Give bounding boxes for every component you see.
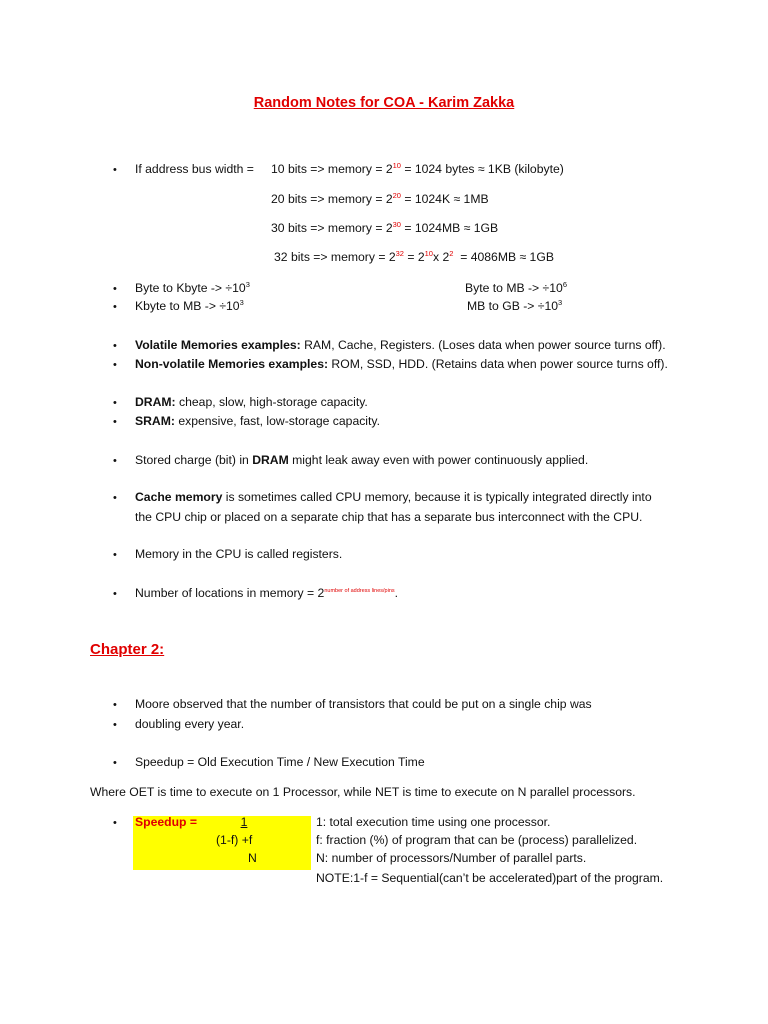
formula-note-sequential: NOTE:1-f = Sequential(can’t be accelerated)part of the program. <box>316 871 664 885</box>
formula-n: N <box>248 851 257 865</box>
bullet: • <box>113 397 117 409</box>
bus-row-32: 32 bits => memory = $2^{32} = 2^{10}x$ $2^2 = 4086MB \approx 1GB$ <box>274 248 554 264</box>
cache-note-line1: Cache memory is sometimes called CPU memory, because it is typically integrated directly into <box>135 490 652 504</box>
unit-byte-kbyte: Byte to Kbyte -> $\div 10^3$ <box>135 279 250 295</box>
bullet: • <box>113 340 117 352</box>
bullet: • <box>113 164 117 176</box>
formula-note-f: f: fraction (%) of program that can be (process) parallelized. <box>316 833 638 847</box>
moore-line2: doubling every year. <box>135 717 245 731</box>
bullet: • <box>113 699 117 711</box>
bus-row-30: 30 bits => memory = $2^{30} = 1024MB \approx 1GB$ <box>271 219 499 235</box>
bullet: • <box>113 549 117 561</box>
formula-numerator: 1 <box>240 815 248 829</box>
speedup-formula-label: Speedup = <box>135 815 197 829</box>
bullet: • <box>113 301 117 313</box>
formula-note-1: 1: total execution time using one processor. <box>316 815 551 829</box>
dram-leak-note: Stored charge (bit) in DRAM might leak away even with power continuously applied. <box>135 453 589 467</box>
nonvolatile-memories: Non-volatile Memories examples: ROM, SSD, HDD. (Retains data when power source turns off). <box>135 357 668 371</box>
bullet: • <box>113 719 117 731</box>
bullet: • <box>113 817 117 829</box>
speedup-definition: Speedup = Old Execution Time / New Execution Time <box>135 755 425 769</box>
registers-note: Memory in the CPU is called registers. <box>135 547 343 561</box>
bullet: • <box>113 492 117 504</box>
formula-denominator: (1-f) +f <box>216 833 253 847</box>
chapter-heading: Chapter 2: <box>90 641 165 658</box>
bullet: • <box>113 359 117 371</box>
bus-row-10: 10 bits => memory = $2^{10} = 1024$ bytes ≈ 1KB (kilobyte) <box>271 160 564 176</box>
unit-byte-mb: Byte to MB -> $\div 10^6$ <box>465 279 567 295</box>
volatile-memories: Volatile Memories examples: RAM, Cache, Registers. (Loses data when power source turns off). <box>135 338 666 352</box>
bullet: • <box>113 588 117 600</box>
bus-prefix: If address bus width = <box>135 162 254 176</box>
bus-row-20: 20 bits => memory = $2^{20} = 1024K \approx 1MB$ <box>271 190 489 206</box>
bullet: • <box>113 283 117 295</box>
formula-note-n: N: number of processors/Number of parallel parts. <box>316 851 587 865</box>
cache-note-line2: the CPU chip or placed on a separate chip that has a separate bus interconnect with the CPU. <box>135 510 643 524</box>
unit-mb-gb: MB to GB -> $\div 10^3$ <box>467 297 563 313</box>
bullet: • <box>113 757 117 769</box>
unit-kbyte-mb: Kbyte to MB -> $\div 10^3$ <box>135 297 244 313</box>
where-note: Where OET is time to execute on 1 Processor, while NET is time to execute on N parallel processors. <box>90 785 636 799</box>
locations-note: Number of locations in memory = $2^{number of address lines/pins}$. <box>135 586 399 600</box>
moore-line1: Moore observed that the number of transistors that could be put on a single chip was <box>135 697 592 711</box>
sram-note: SRAM: expensive, fast, low-storage capacity. <box>135 414 380 428</box>
bullet: • <box>113 416 117 428</box>
dram-note: DRAM: cheap, slow, high-storage capacity. <box>135 395 368 409</box>
bullet: • <box>113 455 117 467</box>
page-title: Random Notes for COA - Karim Zakka <box>253 95 515 111</box>
